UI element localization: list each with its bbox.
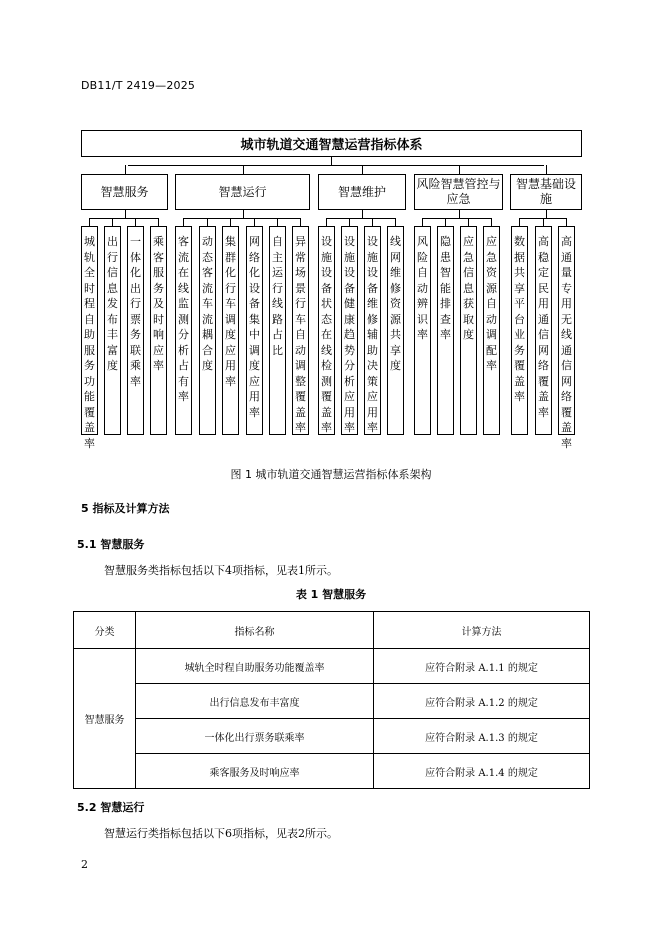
table-header-category: 分类	[74, 612, 136, 649]
table-cell-name: 城轨全时程自助服务功能覆盖率	[136, 649, 374, 684]
category-box: 智慧基础设施	[510, 174, 582, 210]
indicator-box	[437, 226, 454, 435]
indicator-box	[199, 226, 216, 435]
connector-line	[230, 218, 231, 226]
indicator-label: 乘客服务及时响应率	[153, 235, 164, 372]
indicator-label: 线网维修资源共享度	[390, 235, 401, 372]
table-cell-name: 出行信息发布丰富度	[136, 684, 374, 719]
indicator-label: 城轨全时程自助服务功能覆盖率	[84, 235, 95, 450]
connector-line	[207, 218, 208, 226]
indicator-label: 风险自动辨识率	[417, 235, 428, 341]
connector-line	[349, 218, 350, 226]
table-cell-name: 一体化出行票务联乘率	[136, 719, 374, 754]
indicator-label: 高通量专用无线通信网络覆盖率	[561, 235, 572, 450]
section-5-heading: 5 指标及计算方法	[81, 502, 170, 515]
indicator-box	[535, 226, 552, 435]
section-5-2-heading: 5.2 智慧运行	[77, 801, 145, 814]
indicator-label: 设施设备维修辅助决策应用率	[367, 235, 378, 434]
connector-line	[135, 218, 136, 226]
indicator-system-diagram	[0, 0, 662, 450]
connector-line	[362, 210, 363, 218]
indicator-box	[318, 226, 335, 435]
indicator-label: 自主运行线路占比	[272, 235, 283, 357]
indicator-label: 集群化行车调度应用率	[225, 235, 236, 388]
indicator-box	[364, 226, 381, 435]
connector-line	[519, 218, 520, 226]
table-header-row	[74, 612, 590, 649]
indicator-label: 隐患智能排查率	[440, 235, 451, 341]
connector-line	[243, 210, 244, 218]
table-category-cell: 智慧服务	[74, 649, 136, 789]
category-box: 智慧运行	[175, 174, 310, 210]
table-header-method: 计算方法	[374, 612, 590, 649]
connector-line	[422, 218, 423, 226]
indicator-label: 设施设备状态在线检测覆盖率	[321, 235, 332, 434]
table-row	[74, 684, 590, 719]
category-box: 智慧服务	[81, 174, 168, 210]
connector-line	[372, 218, 373, 226]
indicator-box	[222, 226, 239, 435]
indicator-box	[414, 226, 431, 435]
indicator-label: 一体化出行票务联乘率	[130, 235, 141, 388]
page-number: 2	[81, 858, 88, 871]
indicator-label: 网络化设备集中调度应用率	[249, 235, 260, 419]
connector-line	[543, 218, 544, 226]
connector-line	[395, 218, 396, 226]
category-box: 智慧维护	[318, 174, 406, 210]
table-cell-method: 应符合附录 A.1.2 的规定	[374, 684, 590, 719]
indicator-label: 应急资源自动调配率	[486, 235, 497, 372]
indicator-label: 高稳定民用通信网络覆盖率	[538, 235, 549, 419]
connector-line	[300, 218, 301, 226]
indicator-label: 应急信息获取度	[463, 235, 474, 341]
indicator-box	[150, 226, 167, 435]
indicator-box	[292, 226, 309, 435]
connector-line	[459, 210, 460, 218]
connector-line	[89, 218, 159, 219]
connector-line	[491, 218, 492, 226]
connector-line	[326, 218, 396, 219]
connector-line	[125, 165, 126, 174]
indicator-label: 异常场景行车自动调整覆盖率	[295, 235, 306, 434]
connector-line	[183, 218, 184, 226]
connector-line	[158, 218, 159, 226]
indicator-box	[341, 226, 358, 435]
connector-line	[89, 218, 90, 226]
connector-line	[331, 157, 332, 165]
indicator-box	[104, 226, 121, 435]
connector-line	[112, 218, 113, 226]
smart-service-table	[73, 611, 590, 789]
connector-line	[468, 218, 469, 226]
indicator-box	[269, 226, 286, 435]
indicator-label: 出行信息发布丰富度	[107, 235, 118, 372]
category-box: 风险智慧管控与应急	[414, 174, 503, 210]
connector-line	[128, 165, 544, 166]
table-cell-method: 应符合附录 A.1.3 的规定	[374, 719, 590, 754]
figure-caption: 图 1 城市轨道交通智慧运营指标体系架构	[230, 468, 432, 481]
indicator-box	[558, 226, 575, 450]
connector-line	[326, 218, 327, 226]
connector-line	[566, 218, 567, 226]
connector-line	[445, 218, 446, 226]
connector-line	[546, 165, 547, 174]
indicator-label: 客流在线监测分析占有率	[178, 235, 189, 403]
table-cell-name: 乘客服务及时响应率	[136, 754, 374, 789]
connector-line	[277, 218, 278, 226]
connector-line	[243, 165, 244, 174]
connector-line	[125, 210, 126, 218]
section-5-2-paragraph: 智慧运行类指标包括以下6项指标，见表2所示。	[104, 827, 338, 840]
diagram-title: 城市轨道交通智慧运营指标体系	[81, 130, 582, 157]
connector-line	[254, 218, 255, 226]
table-header-name: 指标名称	[136, 612, 374, 649]
indicator-box	[246, 226, 263, 435]
indicator-box	[483, 226, 500, 435]
connector-line	[422, 218, 492, 219]
table-row	[74, 649, 590, 684]
section-5-1-heading: 5.1 智慧服务	[77, 538, 145, 551]
table-row	[74, 719, 590, 754]
indicator-label: 动态客流车流耦合度	[202, 235, 213, 372]
connector-line	[546, 210, 547, 218]
connector-line	[459, 165, 460, 174]
document-id: DB11/T 2419—2025	[81, 79, 196, 92]
section-5-1-paragraph: 智慧服务类指标包括以下4项指标，见表1所示。	[104, 564, 338, 577]
table-row	[74, 754, 590, 789]
indicator-box	[387, 226, 404, 435]
table-cell-method: 应符合附录 A.1.4 的规定	[374, 754, 590, 789]
indicator-box	[81, 226, 98, 450]
indicator-box	[460, 226, 477, 435]
table-caption: 表 1 智慧服务	[295, 588, 367, 601]
indicator-label: 设施设备健康趋势分析应用率	[344, 235, 355, 434]
indicator-box	[511, 226, 528, 435]
indicator-label: 数据共享平台业务覆盖率	[514, 235, 525, 403]
indicator-box	[175, 226, 192, 435]
table-cell-method: 应符合附录 A.1.1 的规定	[374, 649, 590, 684]
connector-line	[183, 218, 301, 219]
connector-line	[362, 165, 363, 174]
indicator-box	[127, 226, 144, 435]
